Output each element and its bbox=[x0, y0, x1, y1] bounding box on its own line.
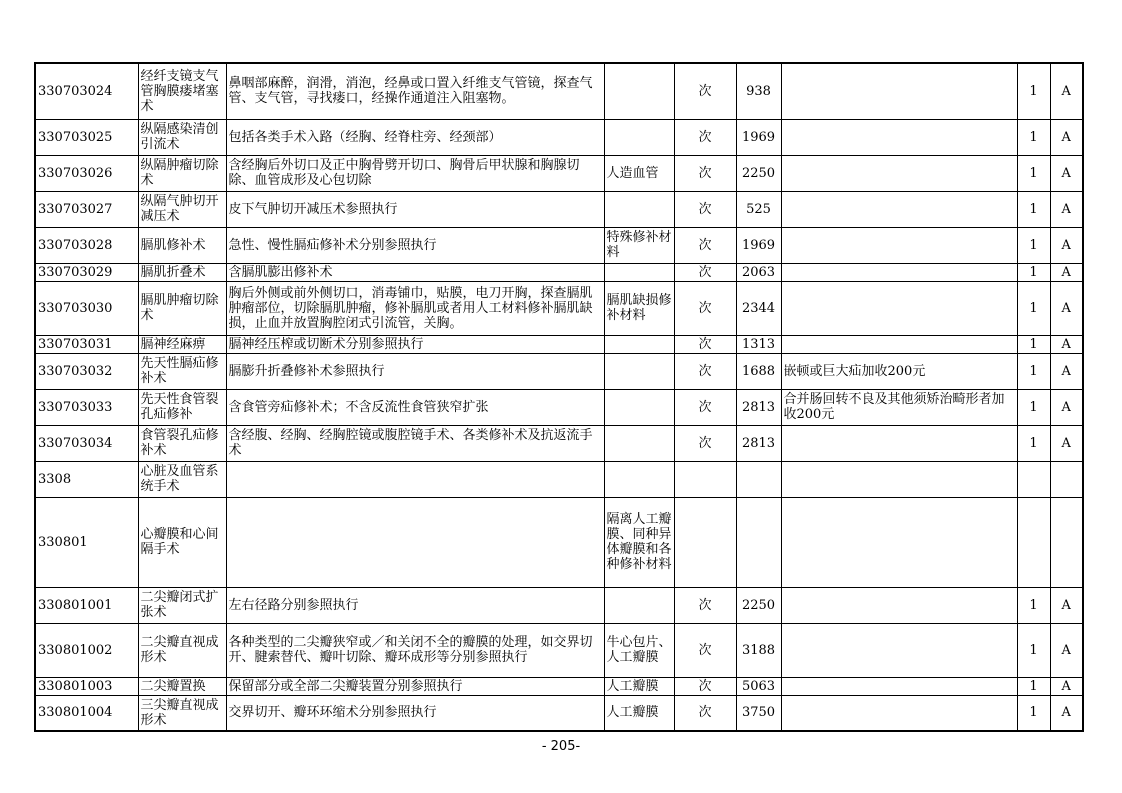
note-cell bbox=[781, 119, 1017, 155]
price-cell bbox=[736, 497, 781, 587]
item-content-cell: 膈膨升折叠修补术参照执行 bbox=[226, 353, 604, 389]
note-cell bbox=[781, 461, 1017, 497]
table-body bbox=[35, 63, 1083, 731]
table-row bbox=[35, 587, 1083, 623]
class-cell: A bbox=[1050, 695, 1083, 731]
class-cell: A bbox=[1050, 281, 1083, 335]
price-cell: 2250 bbox=[736, 155, 781, 191]
item-name-cell: 心脏及血管系统手术 bbox=[138, 461, 226, 497]
item-name-cell: 纵隔气肿切开减压术 bbox=[138, 191, 226, 227]
price-cell: 2813 bbox=[736, 425, 781, 461]
item-content-cell: 含膈肌膨出修补术 bbox=[226, 263, 604, 281]
table-row bbox=[35, 389, 1083, 425]
class-cell: A bbox=[1050, 119, 1083, 155]
excluded-content-cell: 人工瓣膜 bbox=[604, 695, 674, 731]
class-cell: A bbox=[1050, 623, 1083, 677]
item-code-cell: 3308 bbox=[35, 461, 138, 497]
quantity-cell: 1 bbox=[1017, 623, 1050, 677]
item-code-cell: 330703028 bbox=[35, 227, 138, 263]
item-name-cell: 心瓣膜和心间隔手术 bbox=[138, 497, 226, 587]
unit-cell: 次 bbox=[674, 389, 736, 425]
quantity-cell: 1 bbox=[1017, 63, 1050, 119]
quantity-cell: 1 bbox=[1017, 191, 1050, 227]
note-cell bbox=[781, 263, 1017, 281]
item-name-cell: 膈肌肿瘤切除术 bbox=[138, 281, 226, 335]
note-cell bbox=[781, 695, 1017, 731]
table-row bbox=[35, 695, 1083, 731]
item-code-cell: 330801001 bbox=[35, 587, 138, 623]
item-name-cell: 食管裂孔疝修补术 bbox=[138, 425, 226, 461]
excluded-content-cell: 人造血管 bbox=[604, 155, 674, 191]
class-cell: A bbox=[1050, 425, 1083, 461]
quantity-cell: 1 bbox=[1017, 425, 1050, 461]
note-cell: 合并肠回转不良及其他须矫治畸形者加收200元 bbox=[781, 389, 1017, 425]
table-row bbox=[35, 155, 1083, 191]
item-code-cell: 330703027 bbox=[35, 191, 138, 227]
class-cell: A bbox=[1050, 227, 1083, 263]
excluded-content-cell bbox=[604, 263, 674, 281]
note-cell: 嵌顿或巨大疝加收200元 bbox=[781, 353, 1017, 389]
excluded-content-cell bbox=[604, 353, 674, 389]
note-cell bbox=[781, 335, 1017, 353]
item-content-cell bbox=[226, 497, 604, 587]
item-content-cell: 左右径路分别参照执行 bbox=[226, 587, 604, 623]
note-cell bbox=[781, 191, 1017, 227]
item-content-cell: 含经胸后外切口及正中胸骨劈开切口、胸骨后甲状腺和胸腺切除、血管成形及心包切除 bbox=[226, 155, 604, 191]
unit-cell: 次 bbox=[674, 425, 736, 461]
item-name-cell: 三尖瓣直视成形术 bbox=[138, 695, 226, 731]
class-cell: A bbox=[1050, 587, 1083, 623]
excluded-content-cell bbox=[604, 587, 674, 623]
item-content-cell: 包括各类手术入路（经胸、经脊柱旁、经颈部） bbox=[226, 119, 604, 155]
item-code-cell: 330703034 bbox=[35, 425, 138, 461]
class-cell bbox=[1050, 461, 1083, 497]
quantity-cell: 1 bbox=[1017, 587, 1050, 623]
item-name-cell: 膈神经麻痹 bbox=[138, 335, 226, 353]
item-content-cell: 含经腹、经胸、经胸腔镜或腹腔镜手术、各类修补术及抗返流手术 bbox=[226, 425, 604, 461]
item-name-cell: 二尖瓣直视成形术 bbox=[138, 623, 226, 677]
excluded-content-cell bbox=[604, 425, 674, 461]
quantity-cell: 1 bbox=[1017, 155, 1050, 191]
price-cell: 1969 bbox=[736, 119, 781, 155]
table-row bbox=[35, 263, 1083, 281]
item-code-cell: 330703030 bbox=[35, 281, 138, 335]
note-cell bbox=[781, 155, 1017, 191]
page-number: - 205- bbox=[541, 739, 581, 754]
unit-cell: 次 bbox=[674, 191, 736, 227]
item-code-cell: 330703025 bbox=[35, 119, 138, 155]
quantity-cell: 1 bbox=[1017, 119, 1050, 155]
excluded-content-cell: 膈肌缺损修补材料 bbox=[604, 281, 674, 335]
item-content-cell: 胸后外侧或前外侧切口，消毒铺巾，贴膜，电刀开胸，探查膈肌肿瘤部位，切除膈肌肿瘤，修补膈肌或者用人工材料修补膈肌缺损，止血并放置胸腔闭式引流管，关胸。 bbox=[226, 281, 604, 335]
price-cell: 2813 bbox=[736, 389, 781, 425]
item-code-cell: 330703032 bbox=[35, 353, 138, 389]
price-cell: 5063 bbox=[736, 677, 781, 695]
item-code-cell: 330801 bbox=[35, 497, 138, 587]
note-cell bbox=[781, 281, 1017, 335]
unit-cell bbox=[674, 461, 736, 497]
excluded-content-cell bbox=[604, 389, 674, 425]
item-name-cell: 二尖瓣闭式扩张术 bbox=[138, 587, 226, 623]
class-cell: A bbox=[1050, 389, 1083, 425]
class-cell: A bbox=[1050, 63, 1083, 119]
class-cell: A bbox=[1050, 335, 1083, 353]
table-row bbox=[35, 623, 1083, 677]
quantity-cell: 1 bbox=[1017, 335, 1050, 353]
class-cell: A bbox=[1050, 191, 1083, 227]
item-content-cell: 鼻咽部麻醉，润滑，消泡，经鼻或口置入纤维支气管镜，探查气管、支气管，寻找瘘口，经操作通道注入阻塞物。 bbox=[226, 63, 604, 119]
unit-cell: 次 bbox=[674, 695, 736, 731]
table-row bbox=[35, 677, 1083, 695]
note-cell bbox=[781, 497, 1017, 587]
price-cell: 3750 bbox=[736, 695, 781, 731]
item-code-cell: 330703024 bbox=[35, 63, 138, 119]
item-name-cell: 先天性食管裂孔疝修补 bbox=[138, 389, 226, 425]
unit-cell: 次 bbox=[674, 227, 736, 263]
excluded-content-cell bbox=[604, 119, 674, 155]
price-cell: 1313 bbox=[736, 335, 781, 353]
item-name-cell: 二尖瓣置换 bbox=[138, 677, 226, 695]
note-cell bbox=[781, 425, 1017, 461]
unit-cell: 次 bbox=[674, 119, 736, 155]
item-content-cell: 交界切开、瓣环环缩术分别参照执行 bbox=[226, 695, 604, 731]
price-cell: 2250 bbox=[736, 587, 781, 623]
table-row bbox=[35, 497, 1083, 587]
item-content-cell: 各种类型的二尖瓣狭窄或／和关闭不全的瓣膜的处理，如交界切开、腱索替代、瓣叶切除、瓣环成形等分别参照执行 bbox=[226, 623, 604, 677]
table-row bbox=[35, 63, 1083, 119]
excluded-content-cell bbox=[604, 191, 674, 227]
item-code-cell: 330801003 bbox=[35, 677, 138, 695]
item-name-cell: 先天性膈疝修补术 bbox=[138, 353, 226, 389]
excluded-content-cell: 特殊修补材料 bbox=[604, 227, 674, 263]
item-content-cell: 保留部分或全部二尖瓣装置分别参照执行 bbox=[226, 677, 604, 695]
price-cell: 525 bbox=[736, 191, 781, 227]
item-code-cell: 330703029 bbox=[35, 263, 138, 281]
quantity-cell: 1 bbox=[1017, 227, 1050, 263]
price-cell: 938 bbox=[736, 63, 781, 119]
note-cell bbox=[781, 63, 1017, 119]
unit-cell: 次 bbox=[674, 63, 736, 119]
quantity-cell bbox=[1017, 497, 1050, 587]
quantity-cell: 1 bbox=[1017, 695, 1050, 731]
price-cell: 1688 bbox=[736, 353, 781, 389]
excluded-content-cell: 隔离人工瓣膜、同种异体瓣膜和各种修补材料 bbox=[604, 497, 674, 587]
note-cell bbox=[781, 677, 1017, 695]
excluded-content-cell bbox=[604, 335, 674, 353]
unit-cell: 次 bbox=[674, 677, 736, 695]
excluded-content-cell bbox=[604, 461, 674, 497]
note-cell bbox=[781, 587, 1017, 623]
excluded-content-cell: 人工瓣膜 bbox=[604, 677, 674, 695]
item-name-cell: 膈肌折叠术 bbox=[138, 263, 226, 281]
item-name-cell: 纵隔肿瘤切除术 bbox=[138, 155, 226, 191]
table-row bbox=[35, 335, 1083, 353]
table-row bbox=[35, 281, 1083, 335]
quantity-cell: 1 bbox=[1017, 353, 1050, 389]
price-cell: 1969 bbox=[736, 227, 781, 263]
quantity-cell: 1 bbox=[1017, 677, 1050, 695]
unit-cell bbox=[674, 497, 736, 587]
price-cell bbox=[736, 461, 781, 497]
quantity-cell: 1 bbox=[1017, 263, 1050, 281]
item-code-cell: 330703031 bbox=[35, 335, 138, 353]
item-name-cell: 纵隔感染清创引流术 bbox=[138, 119, 226, 155]
class-cell: A bbox=[1050, 155, 1083, 191]
class-cell: A bbox=[1050, 677, 1083, 695]
unit-cell: 次 bbox=[674, 587, 736, 623]
price-cell: 3188 bbox=[736, 623, 781, 677]
item-content-cell: 膈神经压榨或切断术分别参照执行 bbox=[226, 335, 604, 353]
table-row bbox=[35, 119, 1083, 155]
unit-cell: 次 bbox=[674, 263, 736, 281]
item-code-cell: 330801002 bbox=[35, 623, 138, 677]
item-content-cell: 急性、慢性膈疝修补术分别参照执行 bbox=[226, 227, 604, 263]
unit-cell: 次 bbox=[674, 335, 736, 353]
table-row bbox=[35, 425, 1083, 461]
item-code-cell: 330801004 bbox=[35, 695, 138, 731]
table-row bbox=[35, 353, 1083, 389]
excluded-content-cell: 牛心包片、人工瓣膜 bbox=[604, 623, 674, 677]
note-cell bbox=[781, 227, 1017, 263]
table-row bbox=[35, 461, 1083, 497]
quantity-cell bbox=[1017, 461, 1050, 497]
unit-cell: 次 bbox=[674, 155, 736, 191]
item-name-cell: 经纤支镜支气管胸膜瘘堵塞术 bbox=[138, 63, 226, 119]
item-code-cell: 330703033 bbox=[35, 389, 138, 425]
quantity-cell: 1 bbox=[1017, 389, 1050, 425]
item-content-cell bbox=[226, 461, 604, 497]
item-content-cell: 含食管旁疝修补术；不含反流性食管狭窄扩张 bbox=[226, 389, 604, 425]
item-code-cell: 330703026 bbox=[35, 155, 138, 191]
item-content-cell: 皮下气肿切开减压术参照执行 bbox=[226, 191, 604, 227]
price-table bbox=[34, 62, 1084, 732]
quantity-cell: 1 bbox=[1017, 281, 1050, 335]
unit-cell: 次 bbox=[674, 353, 736, 389]
item-name-cell: 膈肌修补术 bbox=[138, 227, 226, 263]
price-cell: 2344 bbox=[736, 281, 781, 335]
unit-cell: 次 bbox=[674, 623, 736, 677]
class-cell bbox=[1050, 497, 1083, 587]
note-cell bbox=[781, 623, 1017, 677]
unit-cell: 次 bbox=[674, 281, 736, 335]
price-cell: 2063 bbox=[736, 263, 781, 281]
class-cell: A bbox=[1050, 263, 1083, 281]
class-cell: A bbox=[1050, 353, 1083, 389]
table-row bbox=[35, 227, 1083, 263]
excluded-content-cell bbox=[604, 63, 674, 119]
table-row bbox=[35, 191, 1083, 227]
